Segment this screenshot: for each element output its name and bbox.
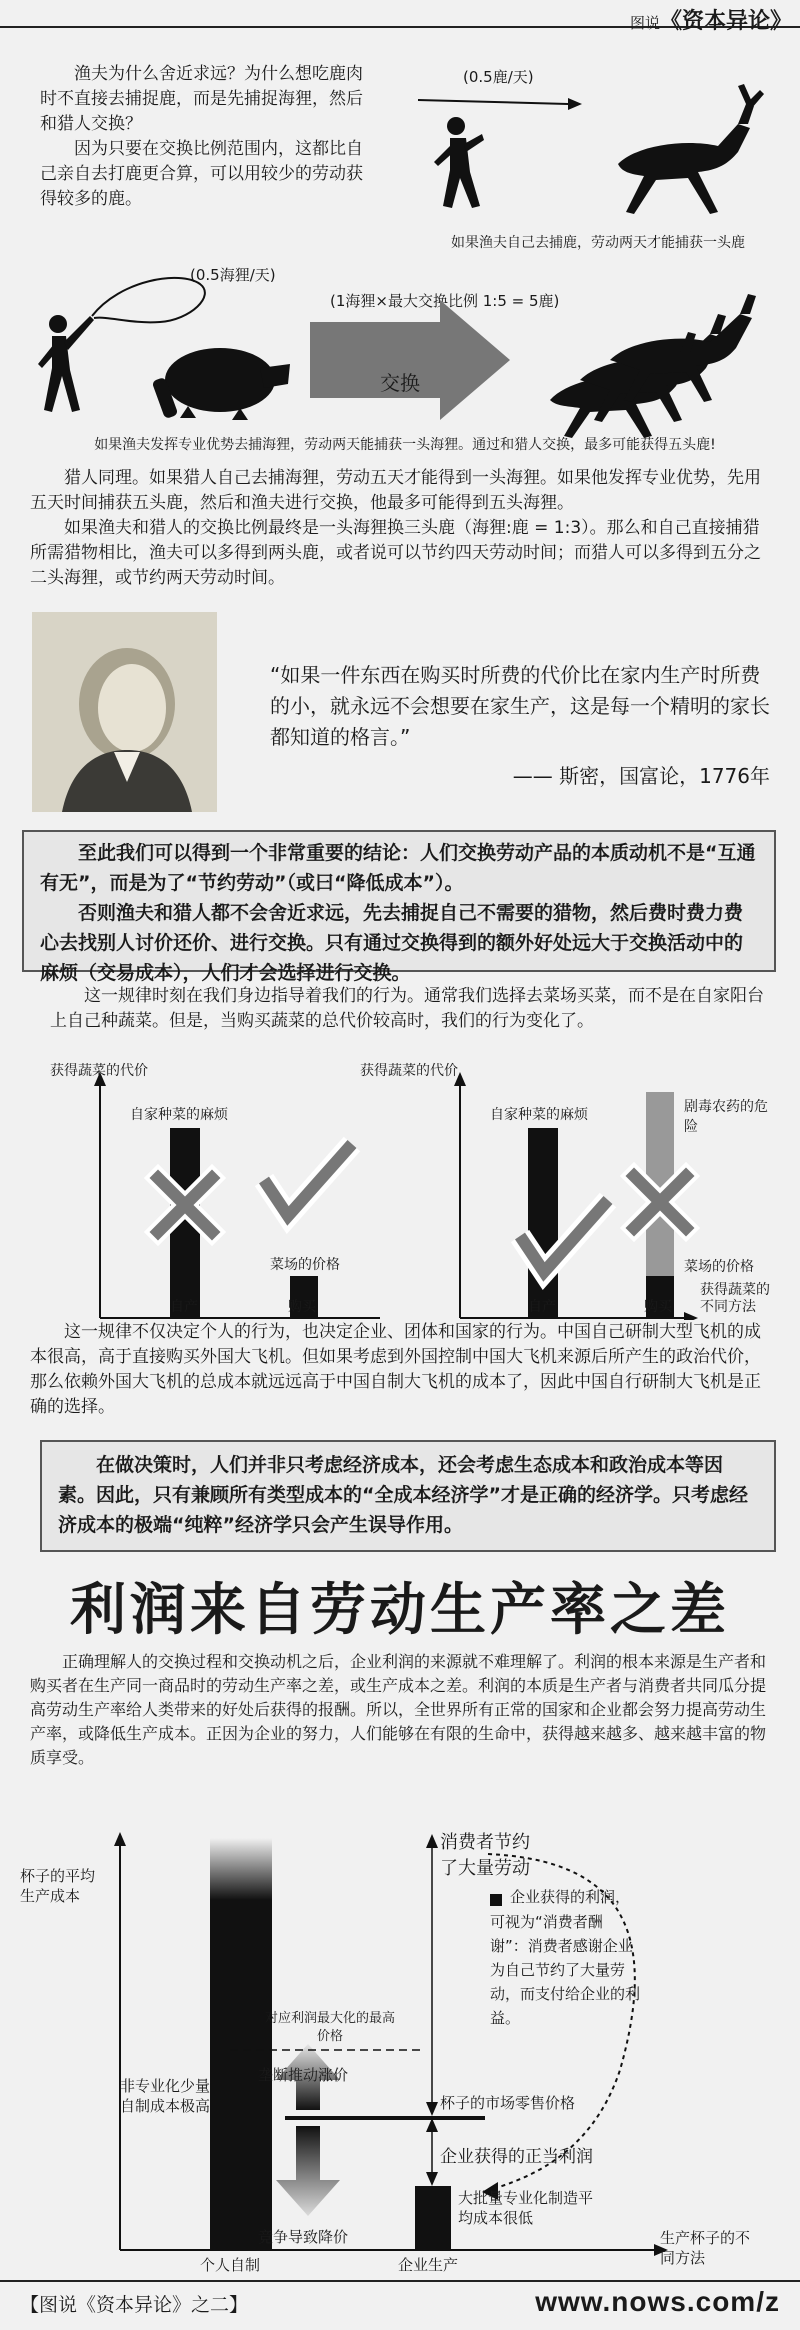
cup-chart-svg: [20, 1830, 780, 2270]
fisherman-lasso-icon: [38, 315, 94, 412]
beaver-icon: [152, 348, 290, 420]
mass-production-bar: [415, 2186, 451, 2250]
consumer-saving-label: 消费者节约了大量劳动: [440, 1832, 530, 1879]
footer-url[interactable]: www.nows.com/z: [535, 2286, 780, 2317]
legend-title: 企业获得的利润，: [510, 1888, 631, 1906]
fig-fisherman-deer: [398, 44, 798, 254]
cup-x2: 企业生产: [398, 2256, 459, 2274]
exchange-arrow-icon: [310, 300, 510, 420]
vegetable-paragraph: 这一规律时刻在我们身边指导着我们的行为。通常我们选择去菜场买菜，而不是在自家阳台上自己种蔬菜。但是，当购买蔬菜的总代价较高时，我们的行为变化了。: [50, 986, 764, 1031]
exchange-illustration: [20, 260, 790, 460]
fig2-caption: 如果渔夫发挥专业优势去捕海狸，劳动两天能捕获一头海狸。通过和猎人交换，最多可能获得五头鹿!: [94, 437, 716, 453]
vegetable-charts-svg: [50, 1060, 780, 1320]
right-bar-label: 自家种菜的麻烦: [490, 1107, 588, 1123]
left-bar-label: 自家种菜的麻烦: [130, 1107, 228, 1123]
hunter-paragraph-1: 猎人同理。如果猎人自己去捕海狸，劳动五天才能得到一头海狸。如果他发挥专业优势，先用五天时间捕获五头鹿，然后和渔夫进行交换，他最多可能得到五头海狸。: [30, 468, 761, 513]
fair-profit-label: 企业获得的正当利润: [440, 2147, 593, 2167]
right-x1: 自产: [528, 1299, 556, 1315]
legend-square-icon: [490, 1894, 502, 1906]
fisherman-figure-icon: [434, 117, 484, 208]
mass-production-label: 大批量专业化制造平均成本很低: [458, 2189, 594, 2227]
conclusion-paragraph-1: 至此我们可以得到一个非常重要的结论：人们交换劳动产品的本质动机不是“互通有无”，而是为了“节约劳动”（或曰“降低成本”）。: [40, 842, 756, 894]
deer-running-icon: [618, 84, 764, 214]
intro-text: [40, 62, 365, 212]
cup-ylabel: 杯子的平均生产成本: [20, 1867, 96, 1905]
profit-paragraph: 正确理解人的交换过程和交换动机之后，企业利润的来源就不难理解了。利润的根本来源是生产者和购买者在生产同一商品时的劳动生产率之差，或生产成本之差。利润的本质是生产者与消费者共同瓜分提高劳动生产率给人类带来的好处后获得的报酬。所以，全世界所有正常的国家和企业都会努力提高劳动生产率，或降低生产成本。正因为企业的努力，人们能够在有限的生命中，获得越来越多、越来越丰富的物质享受。: [30, 1652, 767, 1767]
profit-text: [30, 1650, 775, 1770]
intro-paragraph-2: 因为只要在交换比例范围内，这都比自己亲自去打鹿更合算，可以用较少的劳动获得较多的鹿。: [40, 139, 363, 209]
exchange-note: (1海狸×最大交换比例 1:5 = 5鹿): [330, 292, 560, 310]
brand-title: 《资本异论》: [659, 8, 792, 34]
left-x1: 自产: [170, 1299, 198, 1315]
vegetable-cost-charts: [50, 1060, 780, 1320]
right-x2: 购买: [644, 1299, 672, 1315]
portrait-icon: [32, 612, 217, 812]
footer-rule: [0, 2280, 800, 2282]
max-price-label: 对应利润最大化的最高价格: [264, 2011, 395, 2044]
deer-herd-icon: [550, 294, 756, 438]
hunter-text: [30, 466, 770, 591]
smith-portrait: [32, 612, 217, 812]
brand-header: [630, 4, 792, 35]
left-price-label: 菜场的价格: [270, 1257, 340, 1273]
lasso-rope-icon: [92, 278, 205, 322]
full-cost-box: [40, 1440, 776, 1552]
full-cost-paragraph: 在做决策时，人们并非只考虑经济成本，还会考虑生态成本和政治成本等因素。因此，只有兼顾所有类型成本的“全成本经济学”才是正确的经济学。只考虑经济成本的极端“纯粹”经济学只会产生误导作用。: [58, 1454, 748, 1536]
right-danger-label: 剧毒农药的危险: [684, 1099, 768, 1135]
cup-xlabel: 生产杯子的不同方法: [660, 2229, 751, 2267]
deer-chase-illustration: [398, 44, 798, 254]
price-down-arrow-icon: [276, 2126, 340, 2216]
footer-series: 【图说《资本异论》之二】: [20, 2294, 249, 2316]
legend-text: 可视为“消费者酬谢”：消费者感谢企业为自己节约了大量劳动，而支付给企业的利益。: [490, 1913, 641, 2027]
smith-quote: “如果一件东西在购买时所费的代价比在家内生产时所费的小，就永远不会想要在家生产，这是每一个精明的家长都知道的格言。”: [270, 663, 770, 749]
right-ylabel: 获得蔬菜的代价: [360, 1063, 458, 1079]
right-xlabel: 获得蔬菜的不同方法: [700, 1282, 770, 1315]
monopoly-label: 垄断推动涨价: [258, 2066, 349, 2084]
competition-label: 竞争导致降价: [258, 2228, 349, 2246]
intro-paragraph-1: 渔夫为什么舍近求远？为什么想吃鹿肉时不直接去捕捉鹿，而是先捕捉海狸，然后和猎人交换？: [40, 64, 363, 134]
aircraft-paragraph: 这一规律不仅决定个人的行为，也决定企业、团体和国家的行为。中国自己研制大型飞机的成本很高，高于直接购买外国大飞机。但如果考虑到外国控制中国大飞机来源后所产生的政治代价，那么依赖外国大飞机的总成本就远远高于中国自制大飞机的成本了，因此中国自行研制大飞机是正确的选择。: [30, 1322, 761, 1417]
retail-price-label: 杯子的市场零售价格: [440, 2094, 576, 2112]
brand-prefix: 图说: [629, 14, 660, 32]
conclusion-paragraph-2: 否则渔夫和猎人都不会舍近求远，先去捕捉自己不需要的猎物，然后费时费力费心去找别人讨价还价、进行交换。只有通过交换得到的额外好处远大于交换活动中的麻烦（交易成本），人们才会选择进行交换。: [40, 902, 744, 984]
cup-x1: 个人自制: [200, 2256, 261, 2274]
right-price-label: 菜场的价格: [684, 1259, 754, 1275]
left-ylabel: 获得蔬菜的代价: [50, 1063, 148, 1079]
deer-rate-label: (0.5鹿/天): [463, 68, 534, 86]
left-x2: 购买: [288, 1299, 316, 1315]
smith-attribution: —— 斯密，国富论，1776年: [512, 764, 770, 788]
vegetable-text: [50, 984, 770, 1034]
hunter-paragraph-2: 如果渔夫和猎人的交换比例最终是一头海狸换三头鹿（海狸:鹿 = 1:3）。那么和自己直接捕猎所需猎物相比，渔夫可以多得到两头鹿，或者说可以节约四天劳动时间；而猎人可以多得到五分之二头海狸，或节约两天劳动时间。: [30, 518, 761, 588]
exchange-arrow-label: 交换: [380, 371, 420, 395]
self-made-label: 非专业化少量自制成本极高: [120, 2077, 211, 2115]
beaver-rate-label: (0.5海狸/天): [190, 266, 276, 284]
cup-cost-chart: [20, 1830, 780, 2274]
conclusion-box: [22, 830, 776, 984]
fig1-caption: 如果渔夫自己去捕鹿，劳动两天才能捕获一头鹿: [451, 235, 745, 251]
section-title: 利润来自劳动生产率之差: [70, 1578, 730, 1643]
fig-beaver-exchange: [20, 260, 790, 460]
aircraft-text: [30, 1320, 770, 1420]
